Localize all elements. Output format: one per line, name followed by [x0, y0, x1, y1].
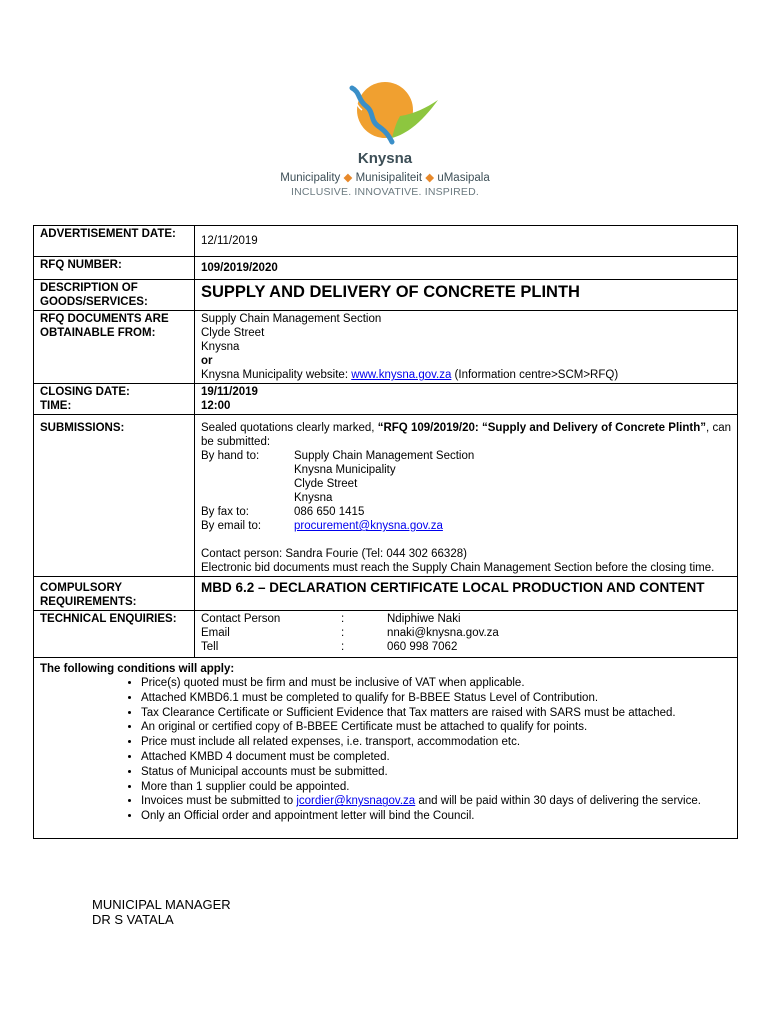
row-technical — [34, 611, 738, 658]
list-item: • More than 1 supplier could be appointed. — [141, 780, 731, 795]
tech-sep: : — [341, 627, 345, 639]
value-closing-date: 19/11/2019 — [201, 386, 258, 398]
conditions-heading: The following conditions will apply: — [40, 663, 235, 675]
tech-key: Tell — [201, 641, 219, 653]
label-closing — [34, 384, 195, 415]
list-item: • Tax Clearance Certificate or Sufficient Evidence that Tax matters are raised with SARS must be attached. — [141, 706, 731, 721]
row-closing — [34, 384, 738, 415]
docs-line: Supply Chain Management Section — [201, 313, 382, 325]
list-item: • Price(s) quoted must be firm and must be inclusive of VAT when applicable. — [141, 676, 731, 691]
signature-block — [92, 897, 231, 927]
knysna-logo — [250, 78, 520, 200]
byhand-line: Clyde Street — [294, 478, 358, 490]
signature-name: DR S VATALA — [92, 912, 174, 927]
value-time: 12:00 — [201, 400, 231, 412]
value-rfq-number: 109/2019/2020 — [195, 257, 738, 280]
docs-website-suffix: (Information centre>SCM>RFQ) — [451, 369, 619, 381]
dot-icon: ◆ — [343, 172, 353, 184]
sub-intro: Sealed quotations clearly marked, — [201, 422, 378, 434]
tech-sep: : — [341, 641, 345, 653]
row-rfq-number — [34, 257, 738, 280]
tech-value: Ndiphiwe Naki — [387, 613, 461, 625]
logo-subtitle — [250, 170, 520, 184]
rfq-table — [33, 225, 738, 839]
byhand-address — [294, 449, 474, 505]
signature-title: MUNICIPAL MANAGER — [92, 897, 231, 912]
logo-tagline: INCLUSIVE. INNOVATIVE. INSPIRED. — [290, 186, 480, 198]
row-advertisement-date — [34, 226, 738, 257]
list-item: • Attached KMBD 4 document must be completed. — [141, 750, 731, 765]
docs-line: Knysna — [201, 341, 240, 353]
website-link[interactable]: www.knysna.gov.za — [351, 369, 452, 381]
list-item: • Status of Municipal accounts must be submitted. — [141, 765, 731, 780]
byhand-block — [201, 449, 731, 505]
value-compulsory: MBD 6.2 – DECLARATION CERTIFICATE LOCAL PRODUCTION AND CONTENT — [195, 577, 738, 611]
label-documents: RFQ DOCUMENTS ARE OBTAINABLE FROM: — [34, 311, 195, 384]
list-item: • An original or certified copy of B-BBEE Certificate must be attached to qualify for points. — [141, 720, 731, 735]
label-rfq-number: RFQ NUMBER: — [34, 257, 195, 280]
value-advertisement-date: 12/11/2019 — [195, 226, 738, 257]
byhand-label: By hand to: — [201, 450, 260, 462]
invoice-suffix: and will be paid within 30 days of delivering the service. — [415, 795, 701, 808]
value-closing — [195, 384, 738, 415]
sub-bold: “RFQ 109/2019/20: “Supply and Delivery of Concrete Plinth” — [377, 422, 706, 434]
label-advertisement-date: ADVERTISEMENT DATE: — [34, 226, 195, 257]
row-conditions — [34, 658, 738, 839]
dot-icon: ◆ — [425, 172, 435, 184]
tech-key: Contact Person — [201, 613, 281, 625]
docs-website-prefix: Knysna Municipality website: — [201, 369, 352, 381]
value-submissions — [195, 415, 738, 577]
docs-or: or — [201, 355, 213, 367]
knysna-emblem-icon — [330, 78, 440, 150]
invoice-email-link[interactable]: jcordier@knysnagov.za — [296, 795, 416, 808]
value-technical — [195, 611, 738, 658]
fax-line — [201, 505, 731, 519]
tech-row — [201, 626, 731, 640]
conditions-cell — [34, 658, 738, 839]
value-documents — [195, 311, 738, 384]
procurement-email-link[interactable]: procurement@knysna.gov.za — [294, 520, 443, 532]
byhand-line: Knysna — [294, 492, 333, 504]
label-time: TIME: — [40, 400, 72, 412]
label-compulsory: COMPULSORY REQUIREMENTS: — [34, 577, 195, 611]
email-line — [201, 519, 731, 533]
docs-website-line — [201, 368, 731, 382]
contact-person: Contact person: Sandra Fourie (Tel: 044 302 66328) — [201, 548, 467, 560]
tech-key: Email — [201, 627, 230, 639]
docs-line: Clyde Street — [201, 327, 265, 339]
invoice-prefix: Invoices must be submitted to — [141, 795, 297, 808]
byhand-line: Supply Chain Management Section — [294, 450, 475, 462]
row-description — [34, 280, 738, 311]
list-item: • Price must include all related expenses, i.e. transport, accommodation etc. — [141, 735, 731, 750]
row-compulsory — [34, 577, 738, 611]
electronic-note: Electronic bid documents must reach the Supply Chain Management Section before the closing time. — [201, 562, 715, 574]
tech-value: 060 998 7062 — [387, 641, 458, 653]
sub-after: , can be submitted: — [201, 422, 731, 448]
tech-value: nnaki@knysna.gov.za — [387, 627, 499, 639]
fax-label: By fax to: — [201, 506, 249, 518]
email-label: By email to: — [201, 520, 262, 532]
logo-part-umasipala: uMasipala — [437, 172, 490, 184]
logo-name: Knysna — [357, 150, 413, 167]
label-description: DESCRIPTION OF GOODS/SERVICES: — [34, 280, 195, 311]
row-submissions — [34, 415, 738, 577]
value-description: SUPPLY AND DELIVERY OF CONCRETE PLINTH — [195, 280, 738, 311]
conditions-list — [40, 676, 731, 824]
fax-value: 086 650 1415 — [294, 506, 365, 518]
label-technical: TECHNICAL ENQUIRIES: — [34, 611, 195, 658]
list-item — [141, 794, 731, 809]
list-item: • Only an Official order and appointment letter will bind the Council. — [141, 809, 731, 824]
list-item: • Attached KMBD6.1 must be completed to qualify for B-BBEE Status Level of Contribution. — [141, 691, 731, 706]
byhand-line: Knysna Municipality — [294, 464, 396, 476]
tech-row — [201, 612, 731, 626]
tech-row — [201, 640, 731, 654]
submissions-intro — [201, 421, 731, 449]
spacer — [201, 533, 731, 547]
logo-part-munisipaliteit: Munisipaliteit — [355, 172, 423, 184]
tech-sep: : — [341, 613, 345, 625]
label-submissions: SUBMISSIONS: — [34, 415, 195, 577]
row-documents — [34, 311, 738, 384]
logo-part-municipality: Municipality — [280, 172, 341, 184]
label-closing-date: CLOSING DATE: — [40, 386, 130, 398]
